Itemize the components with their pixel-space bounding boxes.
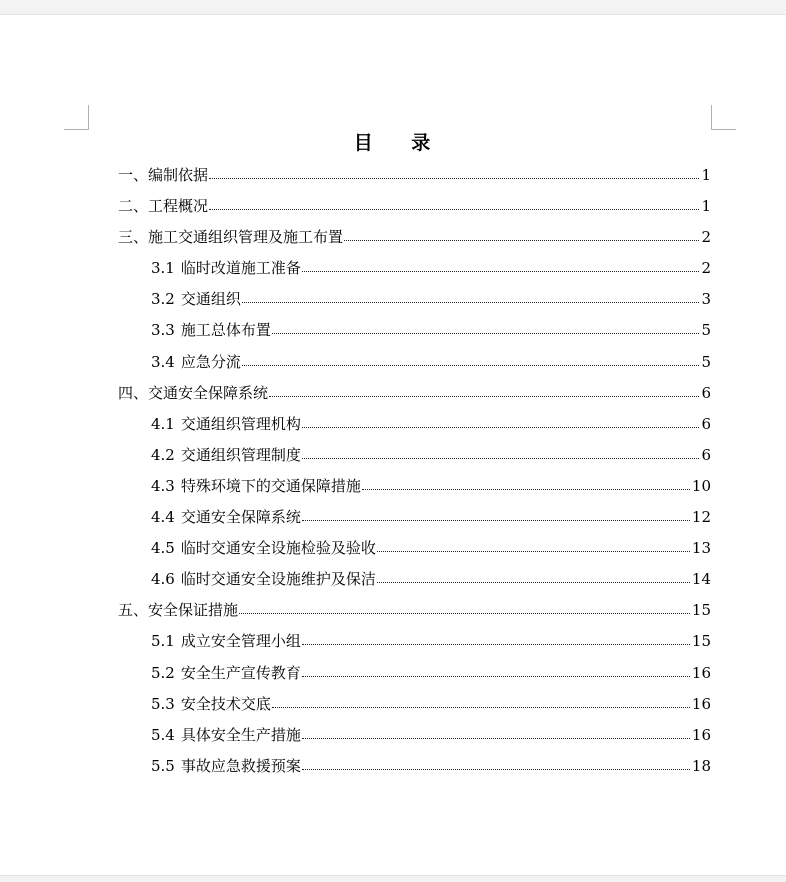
toc-entry-text: 安全技术交底 — [180, 694, 271, 713]
toc-entry[interactable] — [118, 409, 711, 440]
toc-dot-leader — [272, 706, 690, 708]
toc-title: 目 录 — [353, 132, 447, 154]
toc-dot-leader — [377, 550, 690, 552]
toc-entry-text: 具体安全生产措施 — [180, 725, 301, 744]
toc-page-number: 2 — [701, 228, 711, 247]
toc-entry[interactable] — [118, 564, 711, 595]
toc-entry-text: 一、编制依据 — [118, 166, 209, 184]
toc-entry[interactable] — [118, 347, 711, 378]
toc-entry-number: 3.4 — [151, 352, 175, 371]
toc-dot-leader — [239, 612, 690, 614]
toc-entry-text: 施工总体布置 — [180, 321, 271, 340]
toc-entry-number: 4.4 — [151, 508, 175, 527]
toc-entry-text: 事故应急救援预案 — [180, 756, 301, 775]
toc-page-number: 2 — [701, 259, 711, 278]
toc-dot-leader — [302, 768, 690, 770]
toc-page-number: 13 — [691, 539, 711, 558]
document-page — [0, 15, 786, 876]
toc-entry-text: 交通组织 — [180, 290, 241, 309]
toc-entry-number: 4.5 — [151, 539, 175, 558]
toc-page-number: 6 — [701, 445, 711, 464]
toc-entry[interactable] — [118, 378, 711, 409]
toc-page-number: 18 — [691, 756, 711, 775]
toc-entry-text: 二、工程概况 — [118, 197, 209, 216]
toc-dot-leader — [242, 364, 700, 366]
toc-entry-number: 5.1 — [151, 632, 175, 651]
toc-dot-leader — [269, 395, 699, 397]
toc-dot-leader — [362, 488, 690, 490]
toc-entry[interactable] — [118, 315, 711, 346]
toc-entry-number: 4.3 — [151, 476, 175, 495]
toc-entry-number: 5.4 — [151, 725, 175, 744]
toc-entry[interactable] — [118, 253, 711, 284]
toc-dot-leader — [302, 737, 690, 739]
toc-page-number: 12 — [691, 508, 711, 527]
toc-entry-text: 安全生产宣传教育 — [180, 663, 301, 682]
margin-mark-top-left — [64, 105, 89, 130]
bottom-status-strip — [0, 875, 786, 882]
toc-entry[interactable] — [118, 689, 711, 720]
toc-page-number: 16 — [691, 725, 711, 744]
toc-entry-text: 交通安全保障系统 — [180, 508, 301, 527]
toc-page-number: 16 — [691, 663, 711, 682]
toc-page-number: 14 — [691, 570, 711, 589]
top-toolbar-strip — [0, 0, 786, 15]
toc-entry[interactable] — [118, 533, 711, 564]
toc-entry-number: 4.6 — [151, 570, 175, 589]
toc-entry-number: 3.1 — [151, 259, 175, 278]
toc-page-number: 5 — [701, 352, 711, 371]
toc-dot-leader — [302, 457, 700, 459]
margin-mark-top-right — [711, 105, 736, 130]
toc-entry-number: 5.5 — [151, 756, 175, 775]
toc-entry-text: 临时交通安全设施维护及保洁 — [180, 570, 376, 589]
toc-page-number: 6 — [701, 383, 711, 402]
toc-entry-text: 特殊环境下的交通保障措施 — [180, 476, 361, 495]
toc-dot-leader — [377, 581, 690, 583]
toc-page-number: 3 — [701, 290, 711, 309]
toc-entry[interactable] — [118, 222, 711, 253]
toc-entry-number: 3.2 — [151, 290, 175, 309]
toc-dot-leader — [302, 426, 700, 428]
toc-entry-text: 应急分流 — [180, 352, 241, 371]
toc-entry[interactable] — [118, 626, 711, 657]
toc-entry-text: 交通组织管理制度 — [180, 445, 301, 464]
toc-entry[interactable] — [118, 160, 711, 191]
toc-entry-text: 四、交通安全保障系统 — [118, 383, 269, 402]
toc-entry-number: 5.2 — [151, 663, 175, 682]
toc-entry[interactable] — [118, 658, 711, 689]
toc-page-number: 15 — [691, 601, 711, 620]
toc-entry-text: 交通组织管理机构 — [180, 414, 301, 433]
toc-dot-leader — [272, 332, 700, 334]
toc-dot-leader — [344, 239, 699, 241]
toc-dot-leader — [302, 270, 700, 272]
toc-page-number: 1 — [701, 166, 711, 184]
toc-entry[interactable] — [118, 284, 711, 315]
toc-entry[interactable] — [118, 595, 711, 626]
toc-dot-leader — [242, 301, 700, 303]
toc-entry[interactable] — [118, 502, 711, 533]
toc-entry[interactable] — [118, 440, 711, 471]
toc-page-number: 6 — [701, 414, 711, 433]
toc-page-number: 10 — [691, 476, 711, 495]
toc-dot-leader — [302, 643, 690, 645]
toc-entry-text: 临时交通安全设施检验及验收 — [180, 539, 376, 558]
toc-entry-number: 4.2 — [151, 445, 175, 464]
toc-entry[interactable] — [118, 720, 711, 751]
toc-page-number: 1 — [701, 197, 711, 216]
toc-dot-leader — [209, 177, 699, 179]
table-of-contents — [118, 160, 711, 782]
toc-entry[interactable] — [118, 191, 711, 222]
toc-entry-number: 3.3 — [151, 321, 175, 340]
toc-page-number: 16 — [691, 694, 711, 713]
toc-dot-leader — [209, 208, 699, 210]
toc-entry-text: 临时改道施工准备 — [180, 259, 301, 278]
toc-entry-number: 4.1 — [151, 414, 175, 433]
toc-page-number: 15 — [691, 632, 711, 651]
toc-entry-text: 五、安全保证措施 — [118, 601, 239, 620]
toc-dot-leader — [302, 675, 690, 677]
toc-entry-text: 成立安全管理小组 — [180, 632, 301, 651]
toc-entry-number: 5.3 — [151, 694, 175, 713]
toc-entry-text: 三、施工交通组织管理及施工布置 — [118, 228, 344, 247]
toc-entry[interactable] — [118, 471, 711, 502]
toc-dot-leader — [302, 519, 690, 521]
toc-page-number: 5 — [701, 321, 711, 340]
toc-entry[interactable] — [118, 751, 711, 782]
